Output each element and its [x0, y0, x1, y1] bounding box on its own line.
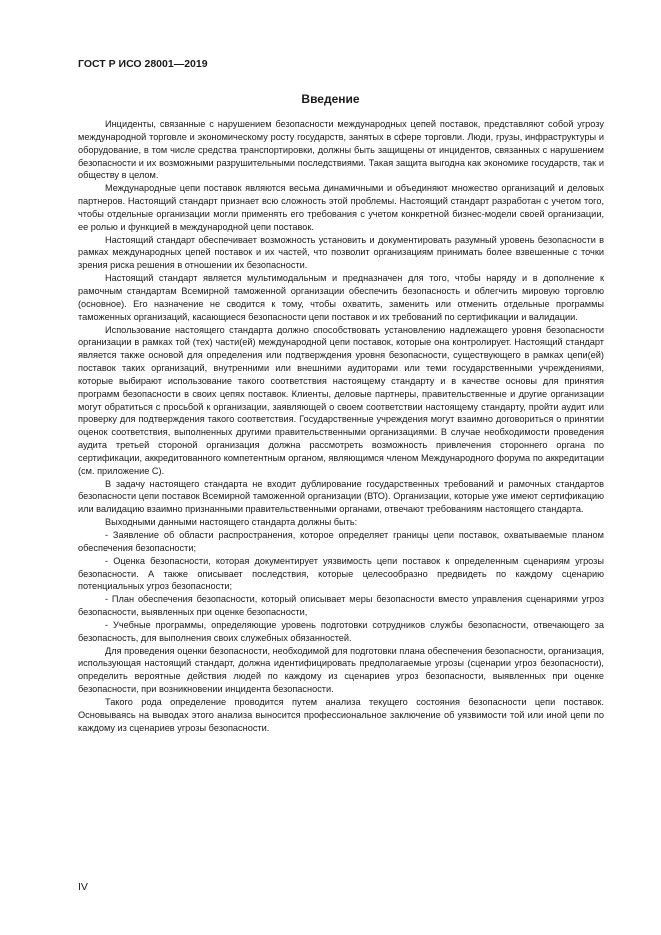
paragraph: Настоящий стандарт обеспечивает возможность установить и документировать разумный уровень безопасности в рамках международных цепей поставок и их частей, что позволит организациям принимать более взвешенные с точки зрения риска решения в отношении их безопасности.	[78, 234, 604, 271]
page-number: IV	[78, 881, 88, 893]
paragraph: Такого рода определение проводится путем анализа текущего состояния безопасности цепи поставок. Основываясь на выводах этого анализа выносится профессиональное заключение об уязвимости той или иной цепи по каждому из сценариев угрозы безопасности.	[78, 696, 604, 733]
paragraph: Инциденты, связанные с нарушением безопасности международных цепей поставок, представляют собой угрозу международной торговле и экономическому росту государств, занятых в сфере торговли. Люди, грузы, инфраструктуры и оборудование, в том числе средства транспортировки, должны быть защищены от инцидентов, связанных с нарушением безопасности и их возможными разрушительными последствиями. Такая защита выгодна как экономике государств, так и обществу в целом.	[78, 119, 604, 181]
paragraph: Международные цепи поставок являются весьма динамичными и объединяют множество организаций и деловых партнеров. Настоящий стандарт признает всю сложность этой проблемы. Настоящий стандарт разработан с учетом того, чтобы отдельные организации могли применять его требования с учетом конкретной бизнес-модели своей организации, ее ролью и функцией в международной цепи поставок.	[78, 183, 604, 232]
list-item: - Оценка безопасности, которая документирует уязвимость цепи поставок к определенным сценариям угрозы безопасности. А также описывает последствия, которые целесообразно предвидеть по каждому сценарию потенциальных угроз безопасности;	[78, 555, 604, 592]
document-header: ГОСТ Р ИСО 28001—2019	[78, 58, 208, 70]
paragraph: Выходными данными настоящего стандарта должны быть:	[105, 517, 358, 528]
paragraph: В задачу настоящего стандарта не входит дублирование государственных требований и рамочных стандартов безопасности цепи поставок Всемирной таможенной организации (ВТО). Организации, которые уже имеют сертификацию или валидацию взаимно признанными правительственными органами, отвечают требованиям настоящего стандарта.	[78, 478, 604, 515]
paragraph: Для проведения оценки безопасности, необходимой для подготовки плана обеспечения безопасности, организация, использующая настоящий стандарт, должна идентифицировать предполагаемые угрозы (сценарии угроз безопасности), определить вероятные действия людей по каждому из сценариев угроз безопасности, выявленных при оценке безопасности, при возникновении инцидента безопасности.	[78, 645, 604, 695]
body-text	[78, 118, 604, 735]
section-title: Введение	[301, 92, 360, 106]
paragraph: Настоящий стандарт является мультимодальным и предназначен для того, чтобы наряду и в дополнение к рамочным стандартам Всемирной таможенной организации обеспечить безопасность и облегчить мировую торговлю (основное). Его назначение не сводится к тому, чтобы охватить, заменить или отменить отдельные программы таможенных организаций, касающиеся безопасности цепи поставок и их требований по сертификации и валидации.	[78, 273, 604, 322]
list-item: - Заявление об области распространения, которое определяет границы цепи поставок, охватываемые планом обеспечения безопасности;	[78, 530, 604, 553]
list-item: - Учебные программы, определяющие уровень подготовки сотрудников службы безопасности, отвечающего за безопасность, для выполнения своих служебных обязанностей.	[78, 619, 604, 643]
list-item: - План обеспечения безопасности, который описывает меры безопасности вместо управления сценариями угроз безопасности, выявленных при оценке безопасности,	[78, 594, 604, 618]
paragraph: Использование настоящего стандарта должно способствовать установлению надлежащего уровня безопасности организации в рамках той (тех) части(ей) международной цепи поставок, которые она контролирует. Настоящий стандарт является также основой для определения или подтверждения уровня безопасности, существующего в рамках цепи(ей) поставок таких организаций, внутренними или внешними аудиторами или теми государственными учреждениями, которые выбирают использование такого соответствия настоящему стандарту и в качестве основы для принятия программ безопасности в своих цепях поставок. Клиенты, деловые партнеры, правительственные и другие организации могут обратиться с просьбой к организации, заявляющей о своем соответствии настоящему стандарту, пройти аудит или проверку для подтверждения такого соответствия. Государственные учреждения могут взаимно договориться о принятии оценок соответствия, выполненных другими правительственными организациями. В случае необходимости проведения аудита третьей стороной организация должна рассмотреть возможность привлечения стороннего органа по сертификации, аккредитованного компетентным органом, являющимся членом Международного форума по аккредитации (см. приложение С).	[78, 324, 604, 476]
